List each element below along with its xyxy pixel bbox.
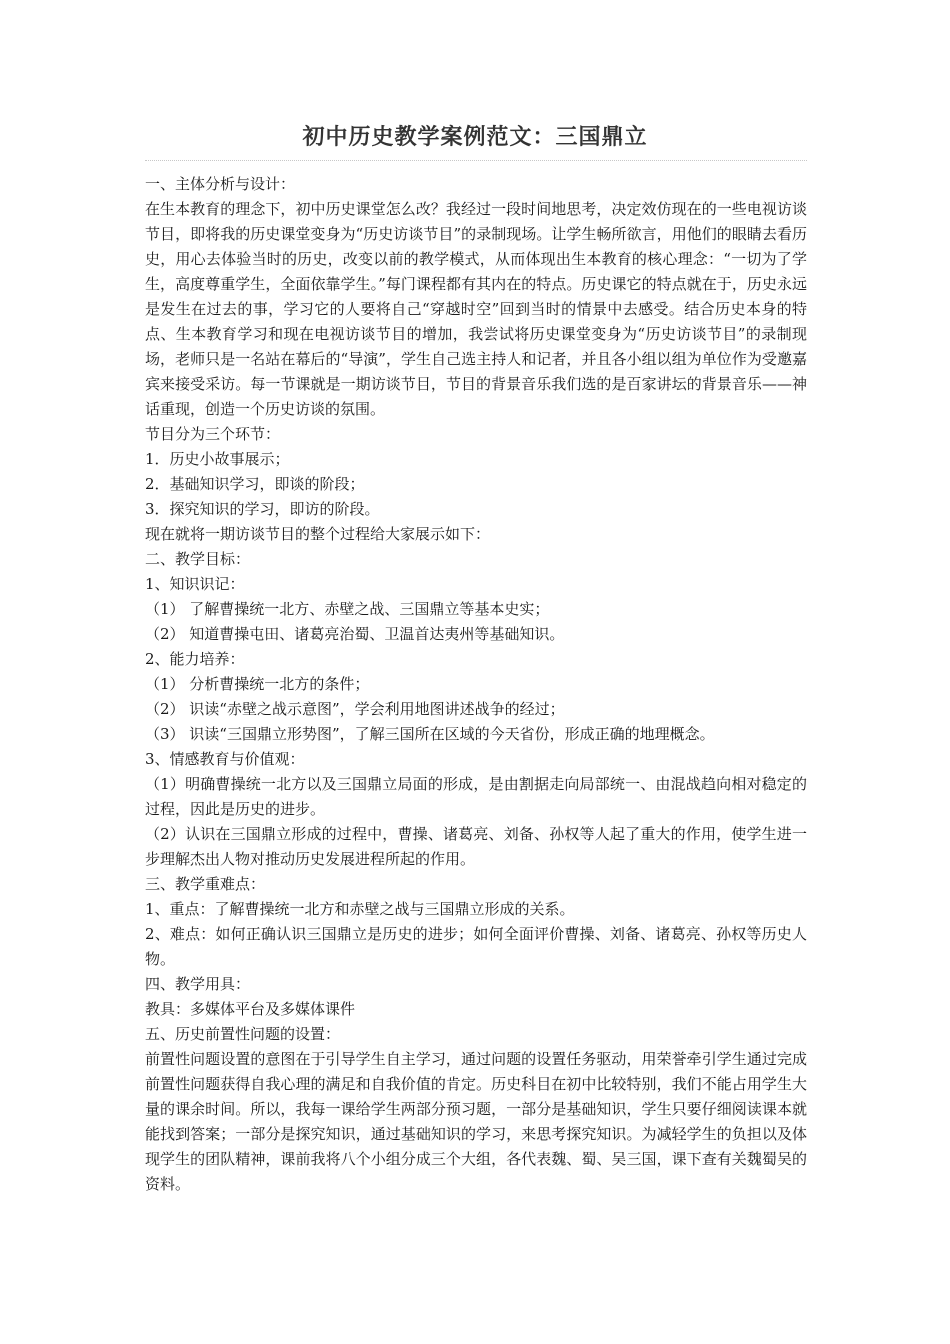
paragraph: （2） 知道曹操屯田、诸葛亮治蜀、卫温首达夷州等基础知识。 bbox=[145, 625, 565, 643]
paragraph: 2、难点：如何正确认识三国鼎立是历史的进步；如何全面评价曹操、刘备、诸葛亮、孙权等历史人物。 bbox=[145, 925, 807, 968]
paragraph: 2、能力培养： bbox=[145, 650, 245, 668]
paragraph: 3、情感教育与价值观： bbox=[145, 750, 305, 768]
paragraph: 五、历史前置性问题的设置： bbox=[145, 1025, 341, 1043]
paragraph: 教具：多媒体平台及多媒体课件 bbox=[145, 1000, 356, 1018]
paragraph: 节目分为三个环节： bbox=[145, 425, 281, 443]
paragraph: 1．历史小故事展示； bbox=[145, 450, 290, 468]
paragraph: 2．基础知识学习，即谈的阶段； bbox=[145, 475, 365, 493]
paragraph: （1）明确曹操统一北方以及三国鼎立局面的形成，是由割据走向局部统一、由混战趋向相对稳定的过程，因此是历史的进步。 bbox=[145, 775, 807, 818]
paragraph: （2） 识读“赤壁之战示意图”，学会利用地图讲述战争的经过； bbox=[145, 700, 565, 718]
paragraph: 二、教学目标： bbox=[145, 550, 251, 568]
paragraph: （2）认识在三国鼎立形成的过程中，曹操、诸葛亮、刘备、孙权等人起了重大的作用，使学生进一步理解杰出人物对推动历史发展进程所起的作用。 bbox=[145, 825, 807, 868]
title-divider bbox=[145, 160, 807, 161]
document-body bbox=[145, 172, 807, 1197]
document-title: 初中历史教学案例范文：三国鼎立 bbox=[302, 125, 648, 150]
paragraph: 四、教学用具： bbox=[145, 975, 251, 993]
paragraph: 在生本教育的理念下，初中历史课堂怎么改？我经过一段时间地思考，决定效仿现在的一些电视访谈节目，即将我的历史课堂变身为“历史访谈节目”的录制现场。让学生畅所欲言，用他们的眼睛去看历史，用心去体验当时的历史，改变以前的教学模式，从而体现出生本教育的核心理念：“一切为了学生，高度尊重学生，全面依靠学生。”每门课程都有其内在的特点。历史课它的特点就在于，历史永远是发生在过去的事，学习它的人要将自己“穿越时空”回到当时的情景中去感受。结合历史本身的特点、生本教育学习和现在电视访谈节目的增加，我尝试将历史课堂变身为“历史访谈节目”的录制现场，老师只是一名站在幕后的“导演”，学生自己选主持人和记者，并且各小组以组为单位作为受邀嘉宾来接受采访。每一节课就是一期访谈节目，节目的背景音乐我们选的是百家讲坛的背景音乐——神话重现，创造一个历史访谈的氛围。 bbox=[145, 200, 807, 418]
paragraph: 前置性问题设置的意图在于引导学生自主学习，通过问题的设置任务驱动，用荣誉牵引学生通过完成前置性问题获得自我心理的满足和自我价值的肯定。历史科目在初中比较特别，我们不能占用学生大量的课余时间。所以，我每一课给学生两部分预习题，一部分是基础知识，学生只要仔细阅读课本就能找到答案；一部分是探究知识，通过基础知识的学习，来思考探究知识。为减轻学生的负担以及体现学生的团队精神，课前我将八个小组分成三个大组，各代表魏、蜀、吴三国，课下查有关魏蜀吴的资料。 bbox=[145, 1050, 807, 1193]
paragraph: （3） 识读“三国鼎立形势图”，了解三国所在区域的今天省份，形成正确的地理概念。 bbox=[145, 725, 715, 743]
paragraph: 一、主体分析与设计： bbox=[145, 175, 296, 193]
paragraph: 现在就将一期访谈节目的整个过程给大家展示如下： bbox=[145, 525, 491, 543]
paragraph: 3．探究知识的学习，即访的阶段。 bbox=[145, 500, 380, 518]
paragraph: （1） 了解曹操统一北方、赤壁之战、三国鼎立等基本史实； bbox=[145, 600, 550, 618]
paragraph: （1） 分析曹操统一北方的条件； bbox=[145, 675, 370, 693]
paragraph: 1、知识识记： bbox=[145, 575, 245, 593]
paragraph: 1、重点：了解曹操统一北方和赤壁之战与三国鼎立形成的关系。 bbox=[145, 900, 575, 918]
paragraph: 三、教学重难点： bbox=[145, 875, 266, 893]
